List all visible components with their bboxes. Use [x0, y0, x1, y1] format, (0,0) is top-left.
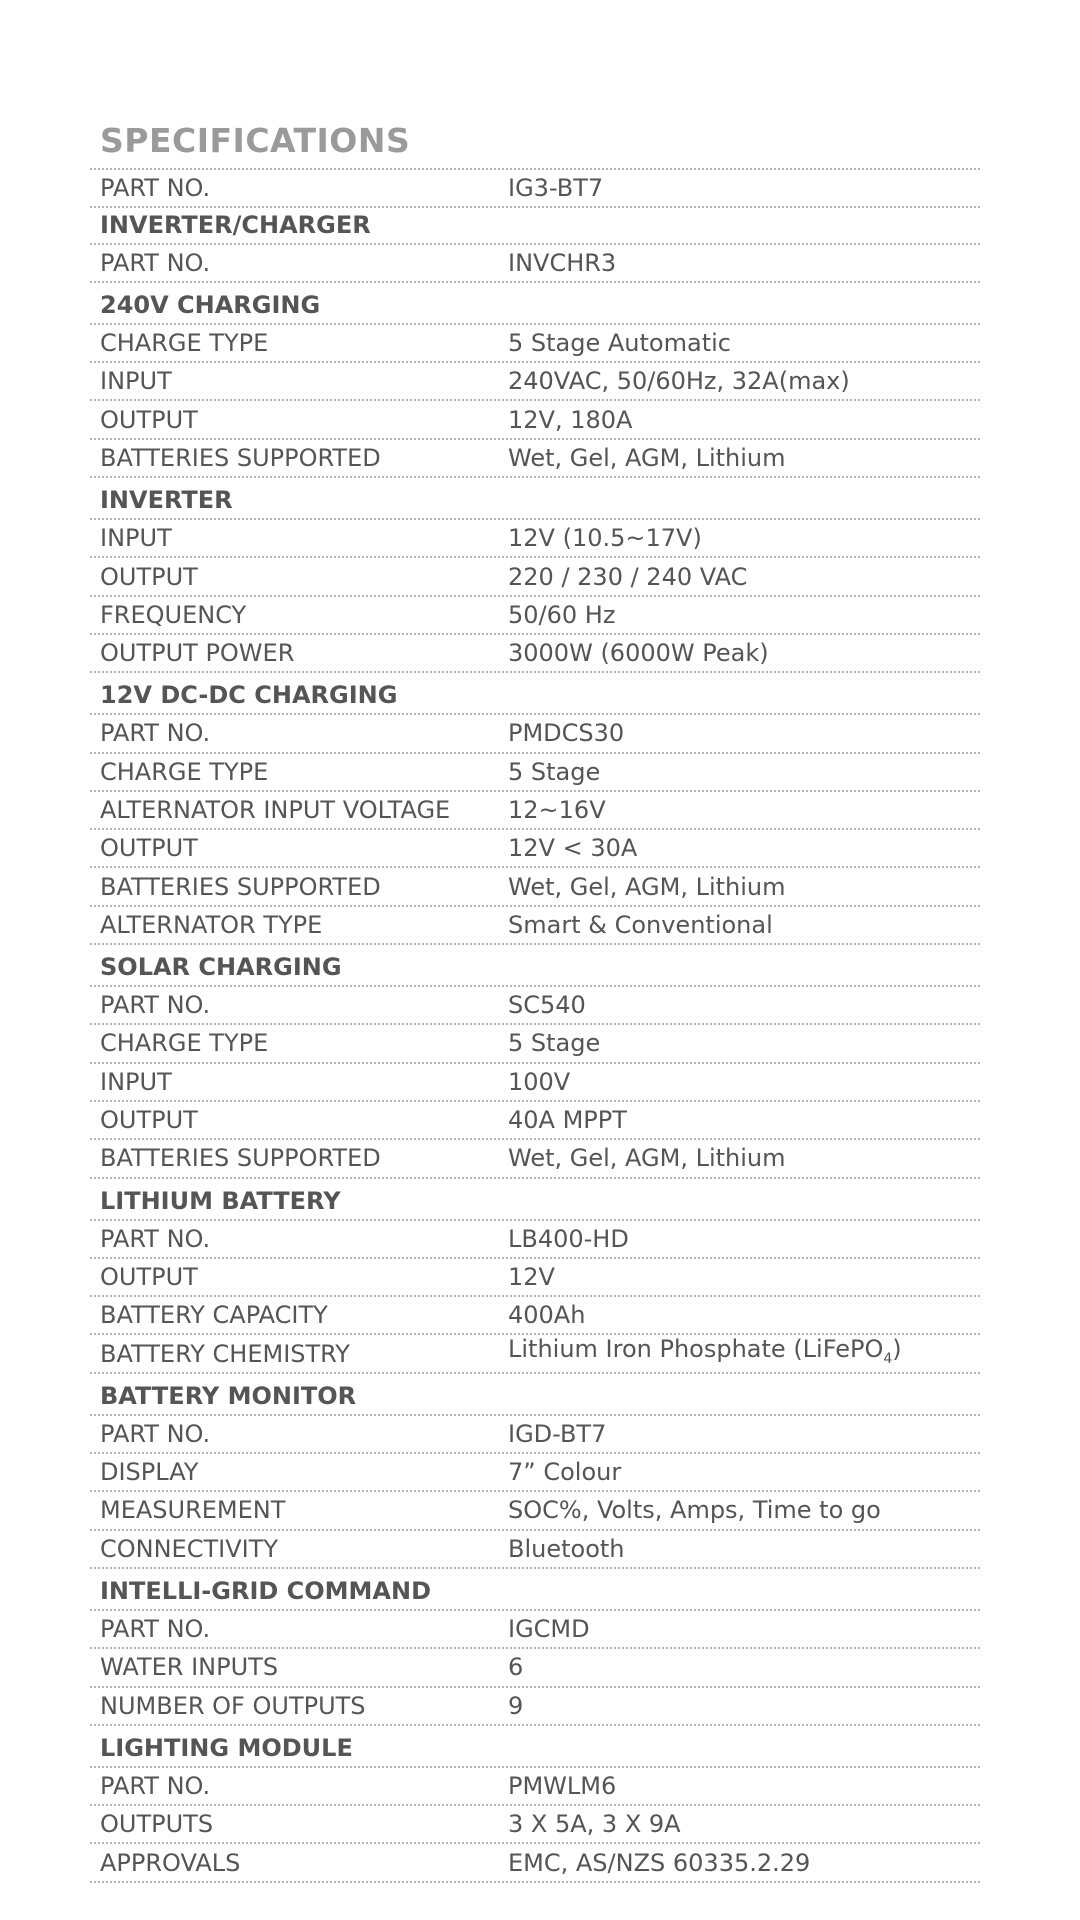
spec-value — [508, 1806, 980, 1842]
spec-label: PART NO. — [100, 991, 211, 1020]
spec-value-text: 9 — [508, 1691, 524, 1720]
spec-value-text: 400Ah — [508, 1301, 586, 1330]
spec-value — [508, 1259, 980, 1295]
spec-value — [508, 1688, 980, 1724]
spec-label: OUTPUT POWER — [100, 639, 295, 668]
spec-value-text: IGCMD — [508, 1615, 590, 1644]
spec-value — [508, 597, 980, 633]
spec-row — [90, 401, 980, 439]
spec-value — [508, 1297, 980, 1333]
spec-value: IG3-BT7 — [508, 174, 604, 203]
spec-value-text: EMC, AS/NZS 60335.2.29 — [508, 1848, 811, 1877]
spec-label: PART NO. — [100, 1224, 211, 1253]
spec-label: NUMBER OF OUTPUTS — [100, 1691, 366, 1720]
spec-label: BATTERIES SUPPORTED — [100, 872, 381, 901]
spec-row — [90, 715, 980, 753]
spec-value — [508, 1649, 980, 1685]
spec-value-text: 220 / 230 / 240 VAC — [508, 562, 748, 591]
spec-value-text: Wet, Gel, AGM, Lithium — [508, 872, 786, 901]
spec-value-text: 12V, 180A — [508, 405, 633, 434]
spec-label: MEASUREMENT — [100, 1496, 286, 1525]
spec-value — [508, 1454, 980, 1490]
spec-row — [90, 1611, 980, 1649]
spec-label: PART NO. — [100, 1419, 211, 1448]
spec-label: PART NO. — [100, 719, 211, 748]
section-heading: 12V DC-DC CHARGING — [90, 673, 980, 715]
spec-value — [508, 1492, 980, 1528]
spec-label: OUTPUT — [100, 834, 198, 863]
spec-label: BATTERIES SUPPORTED — [100, 1144, 381, 1173]
spec-value — [508, 754, 980, 790]
spec-value-text: PMWLM6 — [508, 1771, 617, 1800]
spec-label: DISPLAY — [100, 1458, 199, 1487]
spec-value-text: 5 Stage Automatic — [508, 329, 731, 358]
section-heading: INVERTER — [90, 478, 980, 520]
spec-value — [508, 792, 980, 828]
top-part-row — [90, 170, 980, 208]
spec-row — [90, 1221, 980, 1259]
spec-value — [508, 402, 980, 438]
spec-value — [508, 1140, 980, 1176]
spec-row — [90, 325, 980, 363]
spec-value-text: 7” Colour — [508, 1458, 622, 1487]
spec-label: CHARGE TYPE — [100, 329, 269, 358]
spec-label: CONNECTIVITY — [100, 1534, 279, 1563]
section-heading: LIGHTING MODULE — [90, 1726, 980, 1768]
spec-label: PART NO. — [100, 1771, 211, 1800]
spec-row — [90, 635, 980, 673]
spec-row — [90, 1688, 980, 1726]
spec-value-text: 5 Stage — [508, 757, 601, 786]
spec-value-text: LB400-HD — [508, 1224, 629, 1253]
spec-value — [508, 1768, 980, 1804]
spec-row — [90, 1140, 980, 1178]
spec-label: INPUT — [100, 524, 172, 553]
spec-value — [508, 830, 980, 866]
spec-label: OUTPUT — [100, 562, 198, 591]
spec-value — [508, 1064, 980, 1100]
spec-row — [90, 987, 980, 1025]
section-heading: INTELLI-GRID COMMAND — [90, 1569, 980, 1611]
spec-row — [90, 830, 980, 868]
spec-value — [508, 1531, 980, 1567]
spec-label: BATTERY CAPACITY — [100, 1301, 328, 1330]
spec-row — [90, 1025, 980, 1063]
spec-label: CHARGE TYPE — [100, 1029, 269, 1058]
spec-row — [90, 1102, 980, 1140]
spec-value — [508, 559, 980, 595]
spec-value — [508, 325, 980, 361]
spec-value-text: 3 X 5A, 3 X 9A — [508, 1810, 681, 1839]
spec-row — [90, 1492, 980, 1530]
spec-value — [508, 1025, 980, 1061]
spec-value — [508, 907, 980, 943]
spec-row — [90, 558, 980, 596]
spec-label: OUTPUT — [100, 405, 198, 434]
spec-label: ALTERNATOR TYPE — [100, 910, 323, 939]
section-heading: INVERTER/CHARGER — [90, 208, 980, 244]
spec-value-text: Bluetooth — [508, 1534, 625, 1563]
spec-row — [90, 520, 980, 558]
spec-label: INPUT — [100, 1067, 172, 1096]
spec-row — [90, 754, 980, 792]
spec-row — [90, 1454, 980, 1492]
spec-label: INPUT — [100, 367, 172, 396]
spec-row — [90, 1064, 980, 1102]
spec-value-text: 12V (10.5~17V) — [508, 524, 702, 553]
spec-row — [90, 1768, 980, 1806]
spec-value — [508, 869, 980, 905]
spec-value — [508, 1102, 980, 1138]
spec-label: OUTPUTS — [100, 1810, 214, 1839]
spec-value-text: 6 — [508, 1653, 524, 1682]
spec-value — [508, 1416, 980, 1452]
spec-row — [90, 868, 980, 906]
spec-value — [508, 715, 980, 751]
spec-row — [90, 1259, 980, 1297]
spec-row — [90, 1297, 980, 1335]
spec-label: FREQUENCY — [100, 600, 247, 629]
spec-value — [508, 1611, 980, 1647]
spec-row — [90, 1531, 980, 1569]
spec-label: CHARGE TYPE — [100, 757, 269, 786]
spec-row — [90, 907, 980, 945]
spec-value-text: 100V — [508, 1067, 571, 1096]
spec-value-text: INVCHR3 — [508, 248, 617, 277]
spec-row — [90, 597, 980, 635]
page-title: SPECIFICATIONS — [90, 118, 980, 170]
spec-label: OUTPUT — [100, 1262, 198, 1291]
spec-value-subscript: 4 — [883, 1350, 893, 1367]
spec-value — [508, 1221, 980, 1257]
spec-value-text: 240VAC, 50/60Hz, 32A(max) — [508, 367, 850, 396]
spec-value — [508, 520, 980, 556]
spec-row — [90, 363, 980, 401]
section-heading: 240V CHARGING — [90, 283, 980, 325]
spec-label: PART NO. — [100, 248, 211, 277]
spec-value-suffix: ) — [892, 1334, 902, 1363]
spec-label: PART NO. — [100, 174, 211, 203]
spec-value-text: 12V < 30A — [508, 834, 638, 863]
spec-value-text: 3000W (6000W Peak) — [508, 639, 769, 668]
spec-value-text: Lithium Iron Phosphate (LiFePO — [508, 1334, 884, 1363]
spec-label: BATTERIES SUPPORTED — [100, 443, 381, 472]
spec-row — [90, 1806, 980, 1844]
section-heading: LITHIUM BATTERY — [90, 1179, 980, 1221]
spec-row — [90, 1335, 980, 1373]
spec-value — [508, 245, 980, 281]
section-heading: SOLAR CHARGING — [90, 945, 980, 987]
spec-row — [90, 440, 980, 478]
spec-value-text: Wet, Gel, AGM, Lithium — [508, 1144, 786, 1173]
spec-label: WATER INPUTS — [100, 1653, 279, 1682]
spec-value — [508, 987, 980, 1023]
spec-value-text: 12V — [508, 1262, 555, 1291]
section-heading: BATTERY MONITOR — [90, 1374, 980, 1416]
spec-row — [90, 1844, 980, 1882]
spec-value-text: 50/60 Hz — [508, 600, 616, 629]
spec-value-text: 12~16V — [508, 796, 606, 824]
spec-value — [508, 440, 980, 476]
spec-sections — [90, 208, 980, 1882]
spec-value-text: SC540 — [508, 991, 586, 1020]
spec-label: BATTERY CHEMISTRY — [100, 1339, 350, 1368]
spec-label: PART NO. — [100, 1615, 211, 1644]
spec-value — [508, 363, 980, 399]
spec-value-text: IGD-BT7 — [508, 1419, 607, 1448]
spec-label: ALTERNATOR INPUT VOLTAGE — [100, 796, 451, 824]
spec-value-text: PMDCS30 — [508, 719, 625, 748]
spec-row — [90, 1649, 980, 1687]
spec-value-text: SOC%, Volts, Amps, Time to go — [508, 1496, 881, 1525]
spec-value — [508, 1845, 980, 1881]
spec-row — [90, 245, 980, 283]
spec-row — [90, 1416, 980, 1454]
spec-value-text: 40A MPPT — [508, 1106, 627, 1135]
spec-value-text: Wet, Gel, AGM, Lithium — [508, 443, 786, 472]
spec-value — [508, 635, 980, 671]
spec-label: OUTPUT — [100, 1106, 198, 1135]
spec-value-text: Smart & Conventional — [508, 910, 773, 939]
spec-row — [90, 792, 980, 830]
spec-value — [508, 1331, 980, 1377]
spec-label: APPROVALS — [100, 1848, 241, 1877]
spec-value-text: 5 Stage — [508, 1029, 601, 1058]
specifications-sheet — [90, 118, 980, 1883]
